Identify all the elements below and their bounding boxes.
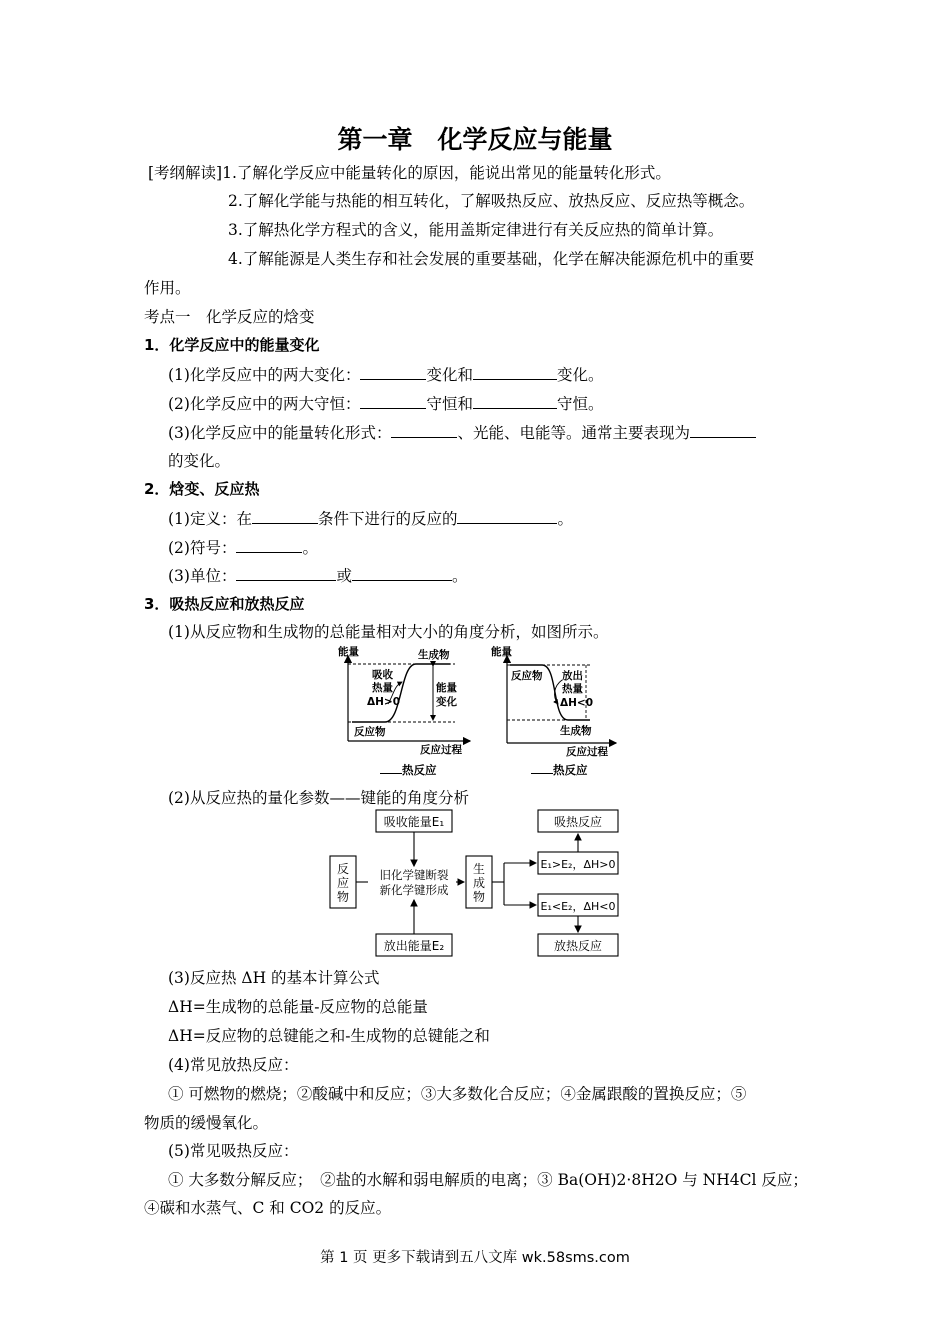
endothermic-list-line-1: ① 大多数分解反应； ②盐的水解和弱电解质的电离；③ Ba(OH)2·8H2O 与 NH4Cl 反应； [168, 1171, 808, 1189]
svg-text:应: 应 [336, 876, 350, 890]
syllabus-line-3: 3.了解热化学方程式的含义，能用盖斯定律进行有关反应热的简单计算。 [228, 221, 724, 239]
svg-text:物: 物 [472, 890, 486, 904]
section-2-heading: 2．焓变、反应热 [144, 480, 260, 498]
syllabus-line-2: 2.了解化学能与热能的相互转化，了解吸热反应、放热反应、反应热等概念。 [228, 192, 755, 210]
condition-1-label: E₁>E₂，ΔH>0 [540, 858, 616, 871]
sec2-line-3: (3)单位： 或 。 [168, 567, 468, 585]
exothermic-list-line-2: 物质的缓慢氧化。 [144, 1114, 269, 1132]
endothermic-graph [338, 645, 470, 756]
release-heat-label: 放出 [562, 670, 583, 682]
sec1-line-4: 的变化。 [168, 452, 231, 470]
endothermic-label: 吸热反应 [553, 815, 603, 829]
section-1-heading: 1．化学反应中的能量变化 [144, 336, 320, 354]
fill-blank[interactable] [380, 763, 402, 774]
product-label: 生成物 [418, 649, 450, 661]
fill-blank[interactable] [236, 565, 336, 581]
product-label: 生成物 [560, 725, 592, 737]
bond-break-label: 旧化学键断裂 [379, 868, 449, 882]
sec3-para-4: (4)常见放热反应： [168, 1056, 299, 1074]
sec1-line-3: (3)化学反应中的能量转化形式： 、光能、电能等。通常主要表现为 [168, 422, 756, 443]
reactant-char: 反 [336, 862, 350, 876]
x-axis-label: 反应过程 [566, 746, 608, 758]
fill-blank[interactable] [690, 422, 756, 438]
fill-blank[interactable] [473, 393, 557, 409]
sec3-para-2: (2)从反应热的量化参数——键能的角度分析 [168, 789, 469, 807]
fill-blank[interactable] [352, 565, 452, 581]
delta-h-label: ΔH>0 [367, 696, 401, 708]
fill-blank[interactable] [473, 364, 557, 380]
svg-text:变化: 变化 [436, 696, 457, 708]
page-footer: 第 1 页 更多下载请到五八文库 wk.58sms.com [320, 1250, 630, 1266]
exothermic-caption: 热反应 [531, 762, 588, 778]
endothermic-list-line-2: ④碳和水蒸气、C 和 CO2 的反应。 [144, 1199, 392, 1217]
exothermic-list-line-1: ① 可燃物的燃烧；②酸碱中和反应；③大多数化合反应；④金属跟酸的置换反应；⑤ [168, 1085, 747, 1103]
energy-change-label: 能量 [436, 682, 457, 694]
absorb-energy-label: 吸收能量E₁ [383, 815, 445, 829]
syllabus-line-1: [考纲解读]1.了解化学反应中能量转化的原因，能说出常见的能量转化形式。 [148, 164, 671, 182]
kaodian-heading: 考点一 化学反应的焓变 [144, 308, 315, 326]
release-energy-label: 放出能量E₂ [383, 939, 445, 953]
fill-blank[interactable] [391, 422, 457, 438]
fill-blank[interactable] [236, 537, 302, 553]
reactant-label: 反应物 [511, 670, 543, 682]
svg-text:物: 物 [336, 890, 350, 904]
energy-diagrams [330, 642, 620, 782]
fill-blank[interactable] [457, 508, 557, 524]
sec3-para-1: (1)从反应物和生成物的总能量相对大小的角度分析，如图所示。 [168, 623, 609, 641]
fill-blank[interactable] [360, 364, 426, 380]
section-3-heading: 3．吸热反应和放热反应 [144, 595, 305, 613]
exothermic-label: 放热反应 [553, 939, 603, 953]
condition-2-label: E₁<E₂，ΔH<0 [540, 900, 616, 913]
absorb-heat-label: 吸收 [372, 669, 393, 681]
syllabus-line-4: 4.了解能源是人类生存和社会发展的重要基础，化学在解决能源危机中的重要 [228, 250, 755, 268]
bond-form-label: 新化学键形成 [379, 883, 449, 897]
sec2-line-1: (1)定义：在 条件下进行的反应的 。 [168, 510, 573, 528]
reactant-label: 反应物 [354, 726, 386, 738]
syllabus-line-5: 作用。 [144, 279, 191, 297]
syllabus-lead: [考纲解读] [148, 164, 223, 182]
bond-energy-flowchart [326, 804, 626, 960]
formula-2: ΔH=反应物的总键能之和-生成物的总键能之和 [168, 1027, 490, 1045]
fill-blank[interactable] [360, 393, 426, 409]
product-char: 生 [472, 862, 486, 876]
y-axis-label: 能量 [491, 646, 512, 658]
sec1-line-1: (1)化学反应中的两大变化： 变化和 变化。 [168, 366, 604, 384]
delta-h-label: ΔH<0 [560, 697, 594, 709]
svg-text:热量: 热量 [372, 682, 393, 694]
sec2-line-2: (2)符号： 。 [168, 539, 318, 557]
sec3-para-5: (5)常见吸热反应： [168, 1142, 299, 1160]
formula-1: ΔH=生成物的总能量-反应物的总能量 [168, 998, 428, 1016]
y-axis-label: 能量 [338, 646, 359, 658]
sec1-line-2: (2)化学反应中的两大守恒： 守恒和 守恒。 [168, 395, 604, 413]
svg-text:成: 成 [472, 876, 486, 890]
fill-blank[interactable] [531, 763, 553, 774]
page-title: 第一章 化学反应与能量 [337, 125, 613, 154]
exothermic-graph [491, 645, 616, 758]
sec3-para-3: (3)反应热 ΔH 的基本计算公式 [168, 969, 380, 987]
endothermic-caption: 热反应 [380, 762, 437, 778]
svg-text:热量: 热量 [562, 683, 583, 695]
x-axis-label: 反应过程 [420, 744, 462, 756]
fill-blank[interactable] [252, 508, 318, 524]
